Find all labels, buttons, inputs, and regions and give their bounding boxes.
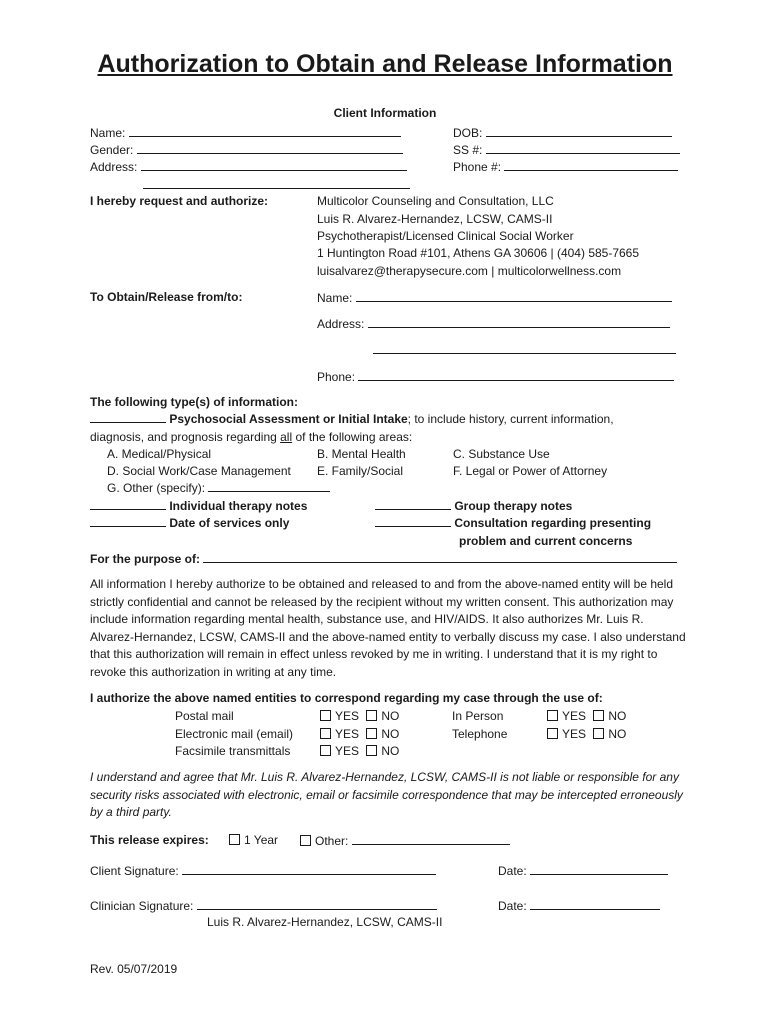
request-label: I hereby request and authorize: <box>90 194 269 208</box>
consultation-label: Consultation regarding presenting <box>454 516 652 530</box>
no-label: NO <box>608 709 627 723</box>
area-g-field[interactable] <box>208 480 330 492</box>
group-notes-label: Group therapy notes <box>454 499 573 513</box>
client-signature-field[interactable] <box>182 862 436 875</box>
fax-label: Facsimile transmittals <box>175 744 291 758</box>
postal-options <box>320 708 399 724</box>
consent-paragraph: All information I hereby authorize to be obtained and released to and from the above-named entity will be held strictly confidential and cannot be released by the recipient without my written consent. This authorization may include information regarding mental health, substance use, and HIV/AIDS. It also authorizes Mr. Luis R. Alvarez-Hernandez, LCSW, CAMS-II and the above-named entity to verbally discuss my case. I also understand that this authorization will remain in effect unless revoked by me in writing. I understand that it is my right to revoke this authorization in writing at any time. <box>90 577 686 679</box>
group-notes-row <box>375 498 572 514</box>
provider-line: Luis R. Alvarez-Hernandez, LCSW, CAMS-II <box>317 212 553 226</box>
yes-label: YES <box>335 744 360 758</box>
no-label: NO <box>381 744 400 758</box>
provider-line: Multicolor Counseling and Consultation, LLC <box>317 194 554 208</box>
clinician-date-row <box>498 897 660 914</box>
consultation-blank[interactable] <box>375 515 451 527</box>
other-field[interactable] <box>352 832 510 845</box>
individual-notes-row <box>90 498 307 514</box>
diagnosis-text: diagnosis, and prognosis regarding <box>90 430 281 444</box>
release-address-label: Address: <box>317 317 365 331</box>
release-phone-row <box>317 368 674 385</box>
purpose-field[interactable] <box>203 550 677 563</box>
client-info-heading: Client Information <box>333 106 437 120</box>
expires-label: This release expires: <box>90 833 209 847</box>
client-date-row <box>498 862 668 879</box>
release-name-row <box>317 289 672 306</box>
clinician-signature-field[interactable] <box>197 897 437 910</box>
client-phone-label: Phone #: <box>453 160 502 174</box>
area-d: D. Social Work/Case Management <box>107 464 291 478</box>
no-label: NO <box>381 727 400 741</box>
in-person-options <box>547 708 626 724</box>
client-ss-row <box>453 141 680 158</box>
one-year-checkbox[interactable] <box>229 834 240 845</box>
client-phone-field[interactable] <box>504 158 678 171</box>
assessment-row <box>90 411 614 427</box>
area-a: A. Medical/Physical <box>107 447 212 461</box>
email-no-checkbox[interactable] <box>366 728 377 739</box>
no-label: NO <box>381 709 400 723</box>
yes-label: YES <box>335 709 360 723</box>
area-c: C. Substance Use <box>453 447 550 461</box>
email-yes-checkbox[interactable] <box>320 728 331 739</box>
client-address-field-2[interactable] <box>143 176 410 189</box>
purpose-row <box>90 550 677 567</box>
release-address-field-2[interactable] <box>373 341 676 354</box>
area-b: B. Mental Health <box>317 447 406 461</box>
group-notes-blank[interactable] <box>375 498 451 510</box>
other-label: Other: <box>315 834 349 848</box>
release-name-field[interactable] <box>356 289 672 302</box>
area-f: F. Legal or Power of Attorney <box>453 464 608 478</box>
diagnosis-text-end: of the following areas: <box>292 430 413 444</box>
release-address-line2 <box>373 341 676 358</box>
purpose-label: For the purpose of: <box>90 552 200 566</box>
client-address-label: Address: <box>90 160 138 174</box>
telephone-label: Telephone <box>452 727 508 741</box>
provider-line: Psychotherapist/Licensed Clinical Social Worker <box>317 229 574 243</box>
client-gender-field[interactable] <box>137 141 403 154</box>
in-person-no-checkbox[interactable] <box>593 710 604 721</box>
client-name-label: Name: <box>90 126 126 140</box>
client-dob-label: DOB: <box>453 126 483 140</box>
client-ss-field[interactable] <box>486 141 680 154</box>
telephone-no-checkbox[interactable] <box>593 728 604 739</box>
liability-statement: I understand and agree that Mr. Luis R. Alvarez-Hernandez, LCSW, CAMS-II is not liable or responsible for any security risks associated with electronic, email or facsimile correspondence that may be intercepted erroneously by a third party. <box>90 770 683 819</box>
client-signature-label: Client Signature: <box>90 864 179 878</box>
release-name-label: Name: <box>317 291 353 305</box>
client-date-label: Date: <box>498 864 527 878</box>
individual-notes-blank[interactable] <box>90 498 166 510</box>
area-g-label: G. Other (specify): <box>107 481 206 495</box>
email-options <box>320 726 399 742</box>
client-address-line2 <box>143 176 410 193</box>
release-phone-label: Phone: <box>317 370 356 384</box>
clinician-signature-row <box>90 897 437 914</box>
other-option <box>300 832 510 849</box>
one-year-option <box>229 832 278 848</box>
client-name-row <box>90 124 401 141</box>
yes-label: YES <box>562 709 587 723</box>
individual-notes-label: Individual therapy notes <box>169 499 308 513</box>
in-person-label: In Person <box>452 709 504 723</box>
one-year-label: 1 Year <box>244 833 279 847</box>
client-signature-row <box>90 862 436 879</box>
clinician-name: Luis R. Alvarez-Hernandez, LCSW, CAMS-II <box>207 915 443 929</box>
assessment-blank[interactable] <box>90 411 166 423</box>
expires-row <box>90 832 209 848</box>
client-date-field[interactable] <box>530 862 668 875</box>
release-address-row <box>317 315 670 332</box>
client-phone-row <box>453 158 678 175</box>
release-to-label: To Obtain/Release from/to: <box>90 290 243 304</box>
assessment-rest: ; to include history, current information, <box>407 412 614 426</box>
telephone-yes-checkbox[interactable] <box>547 728 558 739</box>
yes-label: YES <box>335 727 360 741</box>
document-title: Authorization to Obtain and Release Information <box>97 50 673 78</box>
release-address-field[interactable] <box>368 315 670 328</box>
client-dob-row <box>453 124 672 141</box>
provider-line: luisalvarez@therapysecure.com | multicolorwellness.com <box>317 264 622 278</box>
in-person-yes-checkbox[interactable] <box>547 710 558 721</box>
client-dob-field[interactable] <box>486 124 672 137</box>
dates-only-row <box>90 515 289 531</box>
area-e: E. Family/Social <box>317 464 404 478</box>
email-label: Electronic mail (email) <box>175 727 294 741</box>
client-ss-label: SS #: <box>453 143 483 157</box>
client-address-field[interactable] <box>141 158 407 171</box>
consultation-label-cont: problem and current concerns <box>459 534 633 548</box>
client-name-field[interactable] <box>129 124 401 137</box>
assessment-label: Psychosocial Assessment or Initial Intake <box>169 412 408 426</box>
correspond-heading: I authorize the above named entities to correspond regarding my case through the use of: <box>90 691 603 705</box>
release-phone-field[interactable] <box>358 368 674 381</box>
revision-date: Rev. 05/07/2019 <box>90 962 178 976</box>
no-label: NO <box>608 727 627 741</box>
postal-label: Postal mail <box>175 709 234 723</box>
dates-only-blank[interactable] <box>90 515 166 527</box>
postal-yes-checkbox[interactable] <box>320 710 331 721</box>
area-g-row <box>107 480 330 496</box>
client-gender-row <box>90 141 403 158</box>
consultation-row <box>375 515 651 531</box>
fax-yes-checkbox[interactable] <box>320 745 331 756</box>
other-checkbox[interactable] <box>300 835 311 846</box>
diagnosis-all: all <box>280 430 293 444</box>
client-address-row <box>90 158 407 175</box>
postal-no-checkbox[interactable] <box>366 710 377 721</box>
clinician-signature-label: Clinician Signature: <box>90 899 194 913</box>
yes-label: YES <box>562 727 587 741</box>
diagnosis-row <box>90 429 412 445</box>
info-types-heading: The following type(s) of information: <box>90 395 298 409</box>
client-gender-label: Gender: <box>90 143 134 157</box>
clinician-date-field[interactable] <box>530 897 660 910</box>
telephone-options <box>547 726 626 742</box>
clinician-date-label: Date: <box>498 899 527 913</box>
dates-only-label: Date of services only <box>169 516 290 530</box>
provider-line: 1 Huntington Road #101, Athens GA 30606 | (404) 585-7665 <box>317 246 640 260</box>
fax-options <box>320 743 399 759</box>
fax-no-checkbox[interactable] <box>366 745 377 756</box>
